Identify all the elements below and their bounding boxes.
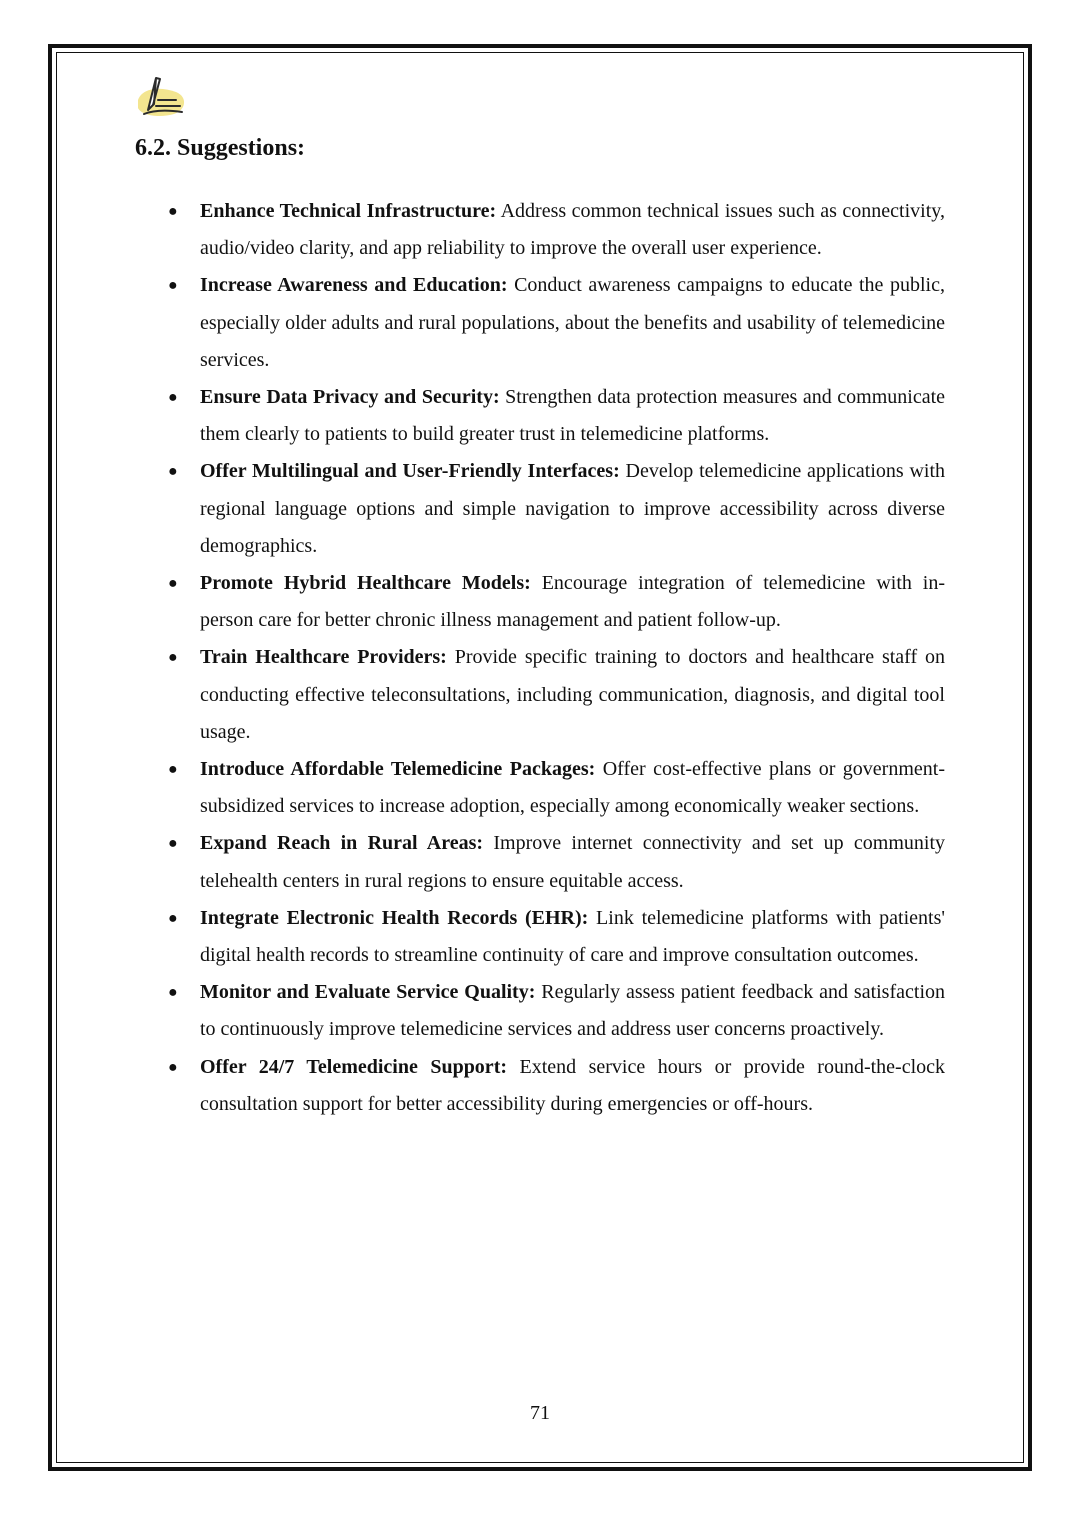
item-text: Improve internet connectivity and set up community telehealth centers in rural regions to ensure equitable access. (200, 832, 945, 892)
suggestions-list (160, 193, 945, 1123)
item-label: Introduce Affordable Telemedicine Packages: (200, 758, 596, 781)
item-text: Offer cost-effective plans or government-subsidized services to increase adoption, especially among economically weaker sections. (200, 758, 945, 818)
list-item (160, 379, 945, 453)
item-label: Integrate Electronic Health Records (EHR): (200, 906, 589, 929)
list-item (160, 1049, 945, 1123)
bullet-icon: ● (168, 761, 178, 779)
page-number: 71 (530, 1402, 550, 1424)
list-item (160, 825, 945, 899)
item-text: Conduct awareness campaigns to educate the public, especially older adults and rural populations, about the benefits and usability of telemedicine services. (200, 274, 945, 371)
bullet-icon: ● (168, 835, 178, 853)
section-heading: 6.2. Suggestions: (135, 135, 306, 161)
list-item (160, 639, 945, 751)
bullet-icon: ● (168, 277, 178, 295)
item-label: Increase Awareness and Education: (200, 274, 508, 297)
item-text: Link telemedicine platforms with patients' digital health records to streamline continuity of care and improve consultation outcomes. (200, 906, 945, 967)
bullet-icon: ● (168, 575, 178, 593)
list-item (160, 751, 945, 825)
item-label: Offer 24/7 Telemedicine Support: (200, 1055, 508, 1078)
list-item (160, 974, 945, 1048)
bullet-icon: ● (168, 203, 178, 220)
item-text: Strengthen data protection measures and communicate them clearly to patients to build greater trust in telemedicine platforms. (200, 386, 945, 446)
list-item (160, 453, 945, 565)
item-text: Extend service hours or provide round-the-clock consultation support for better accessibility during emergencies or off-hours. (200, 1055, 946, 1115)
list-item (160, 193, 945, 267)
pen-writing-icon (134, 70, 188, 120)
item-text: Regularly assess patient feedback and satisfaction to continuously improve telemedicine services and address user concerns proactively. (200, 981, 945, 1041)
item-label: Promote Hybrid Healthcare Models: (200, 572, 531, 595)
item-label: Enhance Technical Infrastructure: (200, 200, 497, 222)
list-item (160, 900, 945, 974)
bullet-icon: ● (168, 984, 178, 1002)
item-label: Offer Multilingual and User-Friendly Interfaces: (200, 460, 620, 483)
bullet-icon: ● (168, 909, 178, 927)
item-text: Develop telemedicine applications with regional language options and simple navigation to improve accessibility across diverse demographics. (200, 460, 945, 557)
bullet-icon: ● (168, 463, 178, 481)
bullet-icon: ● (168, 649, 178, 667)
list-item (160, 565, 945, 639)
item-text: Provide specific training to doctors and healthcare staff on conducting effective teleconsultations, including communication, diagnosis, and digital tool usage. (200, 646, 945, 743)
item-text: Address common technical issues such as connectivity, audio/video clarity, and app reliability to improve the overall user experience. (200, 200, 945, 260)
item-label: Ensure Data Privacy and Security: (200, 386, 500, 409)
list-item (160, 267, 945, 379)
item-label: Expand Reach in Rural Areas: (200, 832, 484, 855)
bullet-icon: ● (168, 1058, 178, 1076)
bullet-icon: ● (168, 389, 178, 407)
item-label: Train Healthcare Providers: (200, 646, 447, 669)
item-text: Encourage integration of telemedicine with in-person care for better chronic illness management and patient follow-up. (200, 572, 945, 632)
item-label: Monitor and Evaluate Service Quality: (200, 981, 536, 1004)
